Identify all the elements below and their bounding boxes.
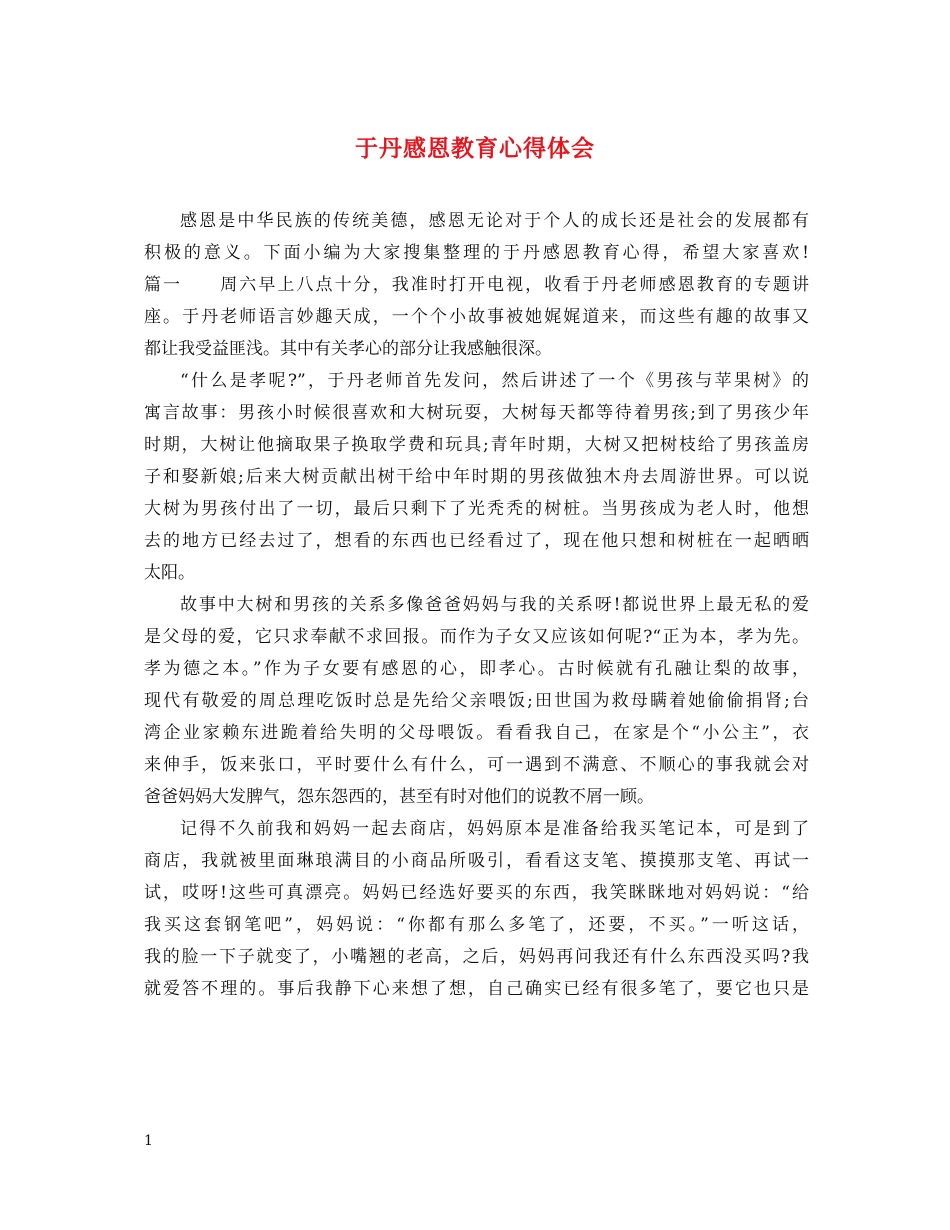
text-line: 太阳。 [144, 563, 195, 583]
page-number: 1 [144, 1133, 153, 1149]
text-line: 是父母的爱，它只求奉献不求回报。而作为子女又应该如何呢?“正为本，孝为先。 [144, 627, 809, 647]
text-line: 试，哎呀!这些可真漂亮。妈妈已经选好要买的东西，我笑眯眯地对妈妈说：“给 [144, 883, 809, 903]
text-line: 座。于丹老师语言妙趣天成，一个个小故事被她娓娓道来，而这些有趣的故事又 [144, 307, 809, 327]
text-line: 我买这套钢笔吧”，妈妈说：“你都有那么多笔了，还要，不买。”一听这话， [144, 915, 809, 935]
text-line: 记得不久前我和妈妈一起去商店，妈妈原本是准备给我买笔记本，可是到了 [180, 819, 809, 839]
text-line: 孝为德之本。”作为子女要有感恩的心，即孝心。古时候就有孔融让梨的故事， [144, 659, 809, 679]
document-title: 于丹感恩教育心得体会 [355, 135, 595, 162]
text-line: 篇一 周六早上八点十分，我准时打开电视，收看于丹老师感恩教育的专题讲 [144, 275, 809, 295]
text-line: “什么是孝呢?”，于丹老师首先发问，然后讲述了一个《男孩与苹果树》的 [180, 371, 809, 391]
text-line: 就爱答不理的。事后我静下心来想了想，自己确实已经有很多笔了，要它也只是 [144, 979, 809, 999]
text-line: 商店，我就被里面琳琅满目的小商品所吸引，看看这支笔、摸摸那支笔、再试一 [144, 851, 809, 871]
text-line: 爸爸妈妈大发脾气，怨东怨西的，甚至有时对他们的说教不屑一顾。 [144, 787, 654, 807]
text-line: 现代有敬爱的周总理吃饭时总是先给父亲喂饭;田世国为救母瞒着她偷偷捐肾;台 [144, 691, 809, 711]
text-line: 感恩是中华民族的传统美德，感恩无论对于个人的成长还是社会的发展都有 [180, 211, 809, 231]
text-line: 寓言故事：男孩小时候很喜欢和大树玩耍，大树每天都等待着男孩;到了男孩少年 [144, 403, 809, 423]
text-line: 湾企业家赖东进跪着给失明的父母喂饭。看看我自己，在家是个“小公主”，衣 [144, 723, 809, 743]
text-line: 子和娶新娘;后来大树贡献出树干给中年时期的男孩做独木舟去周游世界。可以说 [144, 467, 809, 487]
text-line: 故事中大树和男孩的关系多像爸爸妈妈与我的关系呀!都说世界上最无私的爱 [180, 595, 809, 615]
text-line: 时期，大树让他摘取果子换取学费和玩具;青年时期，大树又把树枝给了男孩盖房 [144, 435, 809, 455]
text-line: 大树为男孩付出了一切，最后只剩下了光秃秃的树桩。当男孩成为老人时，他想 [144, 499, 809, 519]
text-line: 来伸手，饭来张口，平时要什么有什么，可一遇到不满意、不顺心的事我就会对 [144, 755, 809, 775]
text-line: 去的地方已经去过了，想看的东西也已经看过了，现在他只想和树桩在一起晒晒 [144, 531, 809, 551]
text-line: 我的脸一下子就变了，小嘴翘的老高，之后，妈妈再问我还有什么东西没买吗?我 [144, 947, 809, 967]
document-body [144, 205, 809, 1005]
text-line: 积极的意义。下面小编为大家搜集整理的于丹感恩教育心得，希望大家喜欢! [144, 243, 809, 263]
text-line: 都让我受益匪浅。其中有关孝心的部分让我感触很深。 [144, 339, 552, 359]
